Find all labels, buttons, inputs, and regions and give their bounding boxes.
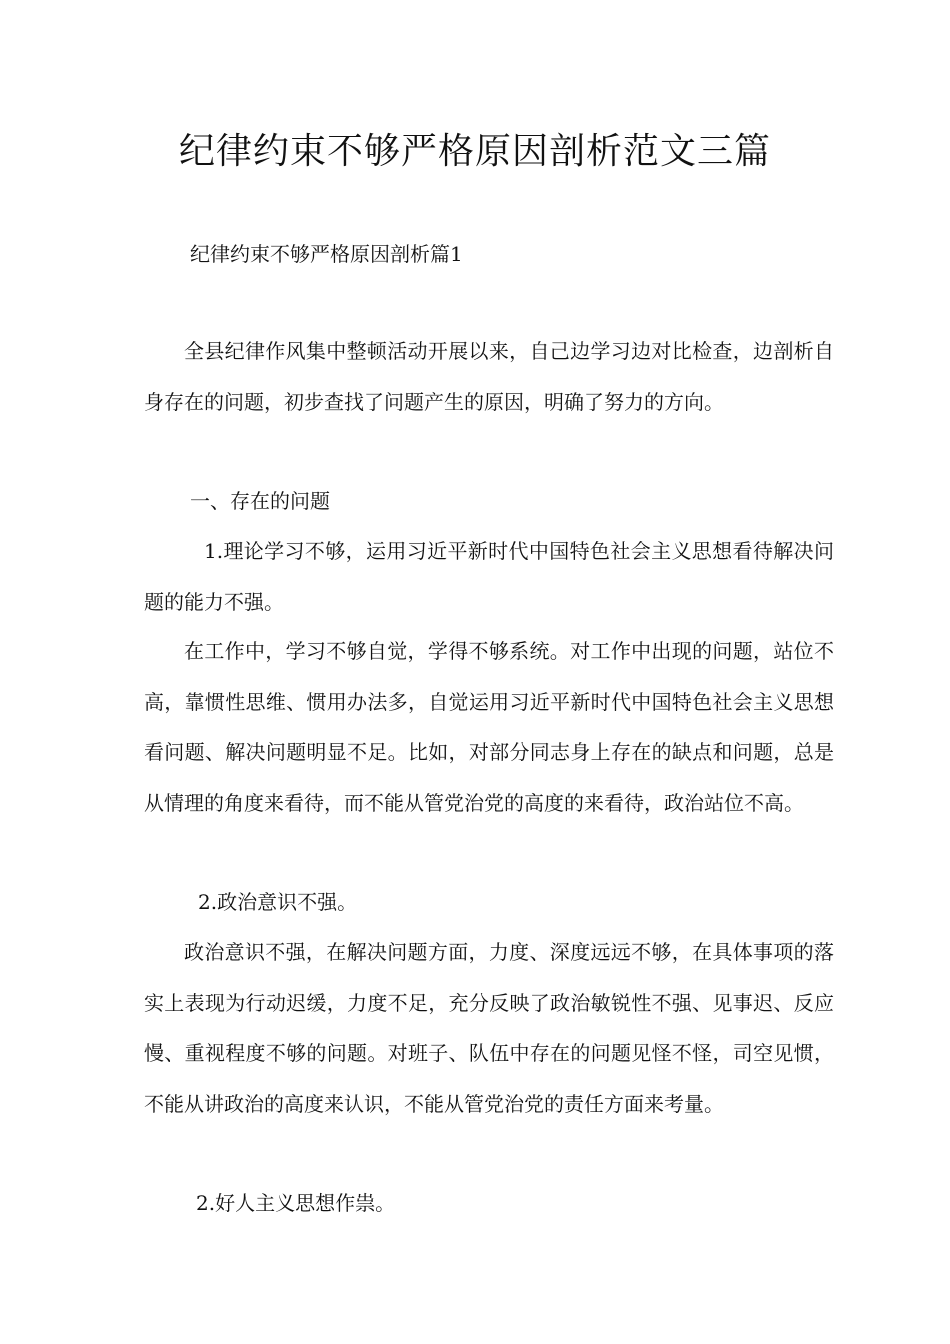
item2-heading: 2.政治意识不强。 [198, 890, 358, 914]
document-title: 纪律约束不够严格原因剖析范文三篇 [178, 131, 771, 172]
item1-body: 在工作中，学习不够自觉，学得不够系统。对工作中出现的问题，站位不高，靠惯性思维、惯用办法多，自觉运用习近平新时代中国特色社会主义思想看问题、解决问题明显不足。比如，对部分同志身上存在的缺点和问题，总是从情理的角度来看待，而不能从管党治党的高度的来看待，政治站位不高。 [144, 639, 834, 815]
intro-paragraph: 全县纪律作风集中整顿活动开展以来，自己边学习边对比检查，边剖析自身存在的问题，初步查找了问题产生的原因，明确了努力的方向。 [144, 339, 834, 414]
item1-heading: 1.理论学习不够，运用习近平新时代中国特色社会主义思想看待解决问题的能力不强。 [144, 539, 834, 614]
item3-heading: 2.好人主义思想作祟。 [196, 1191, 396, 1215]
article-subtitle: 纪律约束不够严格原因剖析篇1 [190, 242, 463, 266]
section-heading-problems: 一、存在的问题 [190, 489, 330, 513]
item2-body: 政治意识不强，在解决问题方面，力度、深度远远不够，在具体事项的落实上表现为行动迟缓，力度不足，充分反映了政治敏锐性不强、见事迟、反应慢、重视程度不够的问题。对班子、队伍中存在的问题见怪不怪，司空见惯，不能从讲政治的高度来认识，不能从管党治党的责任方面来考量。 [144, 940, 834, 1116]
